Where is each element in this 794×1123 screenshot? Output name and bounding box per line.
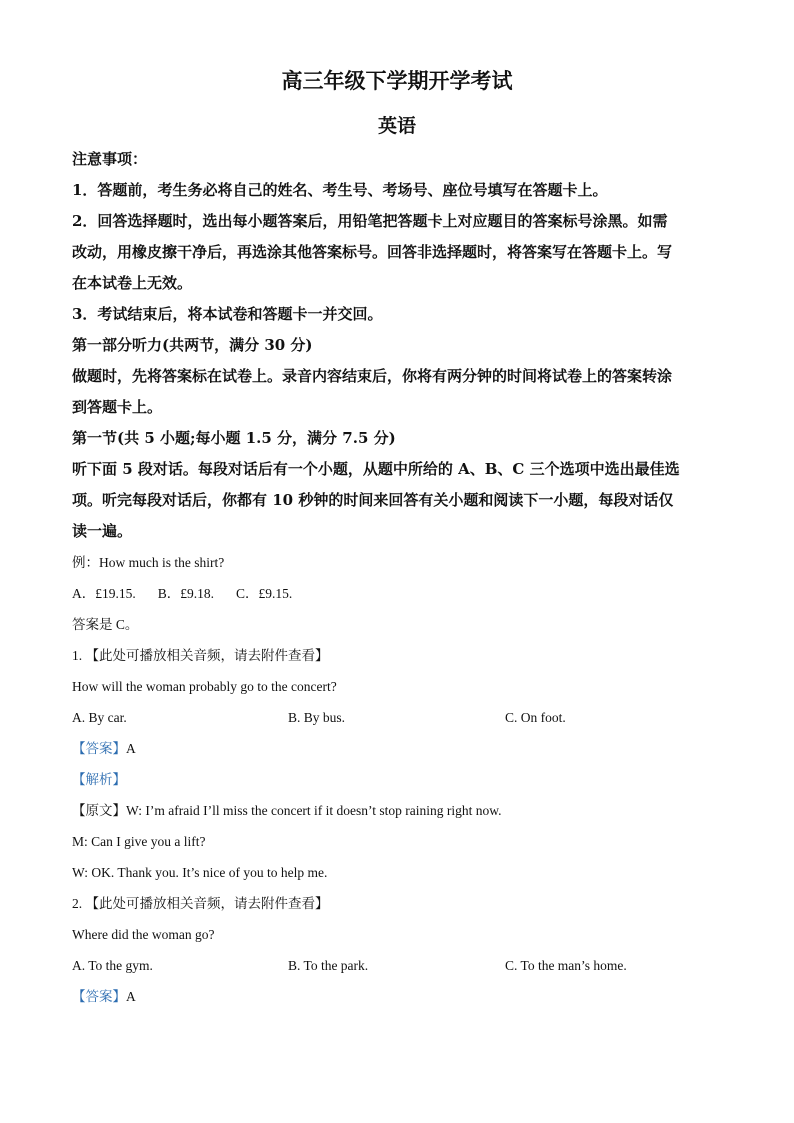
question-label <box>72 640 722 671</box>
answer-tag: 【答案】 <box>72 989 126 1004</box>
notice-item: 在本试卷上无效。 <box>72 274 193 292</box>
part1-instruction: 做题时，先将答案标在试卷上。录音内容结束后，你将有两分钟的时间将试卷上的答案转涂 <box>72 367 673 385</box>
example-options <box>72 578 722 609</box>
transcript-line: W: OK. Thank you. It’s nice of you to help me. <box>72 865 328 880</box>
subject-title: 英语 <box>377 115 416 137</box>
question-text: How will the woman probably go to the concert? <box>72 679 337 694</box>
option-a: A. To the gym. <box>72 958 153 973</box>
section1-instruction: 项。听完每段对话后，你都有 10 秒钟的时间来回答有关小题和阅读下一小题，每段对话仅 <box>72 491 674 509</box>
question-options <box>72 950 722 981</box>
example-option: B．£9.18. <box>157 586 215 601</box>
answer-value: A <box>126 989 136 1004</box>
notice-heading: 注意事项： <box>72 150 148 168</box>
example-option: A．£19.15. <box>72 586 136 601</box>
question-options <box>72 702 722 733</box>
section1-instruction: 读一遍。 <box>72 522 133 540</box>
audio-link[interactable]: 1. 【此处可播放相关音频，请去附件查看】 <box>72 648 329 663</box>
question-label <box>72 888 722 919</box>
example-answer: 答案是 C。 <box>72 617 139 632</box>
notice-item: 1．答题前，考生务必将自己的姓名、考生号、考场号、座位号填写在答题卡上。 <box>72 181 608 199</box>
question-text: Where did the woman go? <box>72 927 215 942</box>
option-c: C. To the man’s home. <box>505 958 627 973</box>
answer-tag: 【答案】 <box>72 741 126 756</box>
page-title: 高三年级下学期开学考试 <box>281 68 513 93</box>
transcript-tag: 【原文】 <box>72 803 126 818</box>
transcript-line: M: Can I give you a lift? <box>72 834 206 849</box>
analysis-tag: 【解析】 <box>72 772 126 787</box>
transcript-text: W: I’m afraid I’ll miss the concert if it doesn’t stop raining right now. <box>126 803 502 818</box>
audio-link[interactable]: 2. 【此处可播放相关音频，请去附件查看】 <box>72 896 329 911</box>
option-b: B. To the park. <box>288 958 369 973</box>
answer-line <box>72 981 722 1012</box>
answer-value: A <box>126 741 136 756</box>
notice-item: 3．考试结束后，将本试卷和答题卡一并交回。 <box>72 305 383 323</box>
option-c: C. On foot. <box>505 710 566 725</box>
part1-instruction: 到答题卡上。 <box>72 398 163 416</box>
example-question: 例：How much is the shirt? <box>72 555 225 570</box>
section1-instruction: 听下面 5 段对话。每段对话后有一个小题，从题中所给的 A、B、C 三个选项中选出最佳选 <box>72 460 680 478</box>
exam-page <box>72 66 722 1012</box>
notice-item: 改动，用橡皮擦干净后，再选涂其他答案标号。回答非选择题时，将答案写在答题卡上。写 <box>72 243 673 261</box>
option-b: B. By bus. <box>288 710 346 725</box>
section1-heading: 第一节(共 5 小题;每小题 1.5 分，满分 7.5 分) <box>72 429 396 447</box>
notice-item: 2．回答选择题时，选出每小题答案后，用铅笔把答题卡上对应题目的答案标号涂黑。如需 <box>72 212 668 230</box>
transcript-line <box>72 795 722 826</box>
answer-line <box>72 733 722 764</box>
part1-heading: 第一部分听力(共两节，满分 30 分) <box>72 336 313 354</box>
analysis-line <box>72 764 722 795</box>
option-a: A. By car. <box>72 710 127 725</box>
example-option: C．£9.15. <box>236 586 293 601</box>
